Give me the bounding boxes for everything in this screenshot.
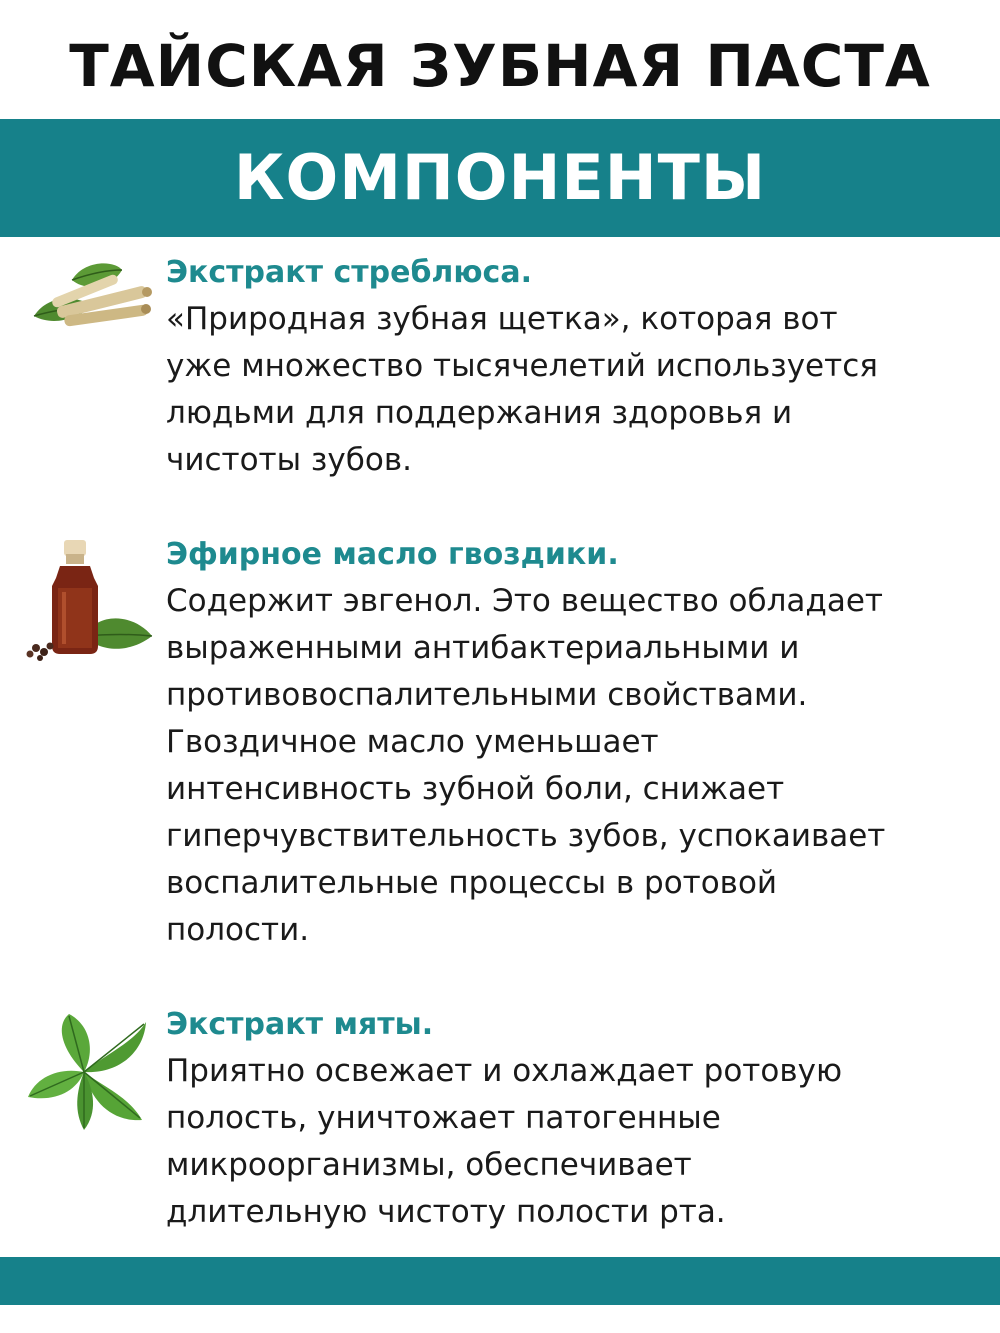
footer-bar — [0, 1257, 1000, 1305]
description-line: уже множество тысячелетий используется — [166, 348, 878, 384]
description-line: Приятно освежает и охлаждает ротовую — [166, 1053, 843, 1089]
description-line: полость, уничтожает патогенные — [166, 1100, 721, 1136]
description-line: полости. — [166, 912, 310, 948]
ingredient-body — [166, 532, 986, 954]
components-banner — [0, 119, 1000, 237]
description-line: интенсивность зубной боли, снижает — [166, 771, 785, 807]
description-line: воспалительные процессы в ротовой — [166, 865, 778, 901]
ingredient-description — [166, 296, 986, 484]
description-line: людьми для поддержания здоровья и — [166, 395, 793, 431]
ingredient-heading: Экстракт мяты. — [166, 1007, 434, 1042]
description-line: Содержит эвгенол. Это вещество обладает — [166, 583, 883, 619]
description-line: «Природная зубная щетка», которая вот — [166, 301, 838, 337]
description-line: гиперчувствительность зубов, успокаивает — [166, 818, 886, 854]
page-title: ТАЙСКАЯ ЗУБНАЯ ПАСТА — [69, 32, 931, 100]
description-line: длительную чистоту полости рта. — [166, 1194, 726, 1230]
description-line: противовоспалительными свойствами. — [166, 677, 808, 713]
description-line: микроорганизмы, обеспечивает — [166, 1147, 692, 1183]
ingredient-body — [166, 250, 986, 484]
ingredient-description — [166, 578, 986, 954]
description-line: выраженными антибактериальными и — [166, 630, 800, 666]
mint-leaves-icon — [14, 1012, 154, 1136]
ingredient-heading: Эфирное масло гвоздики. — [166, 537, 619, 572]
description-line: чистоты зубов. — [166, 442, 412, 478]
ingredient-heading: Экстракт стреблюса. — [166, 255, 532, 290]
banner-title: КОМПОНЕНТЫ — [233, 141, 767, 214]
ingredient-body — [166, 1002, 986, 1236]
clove-oil-bottle-icon — [14, 536, 154, 670]
description-line: Гвоздичное масло уменьшает — [166, 724, 659, 760]
licorice-root-icon — [14, 258, 154, 342]
ingredient-description — [166, 1048, 986, 1236]
